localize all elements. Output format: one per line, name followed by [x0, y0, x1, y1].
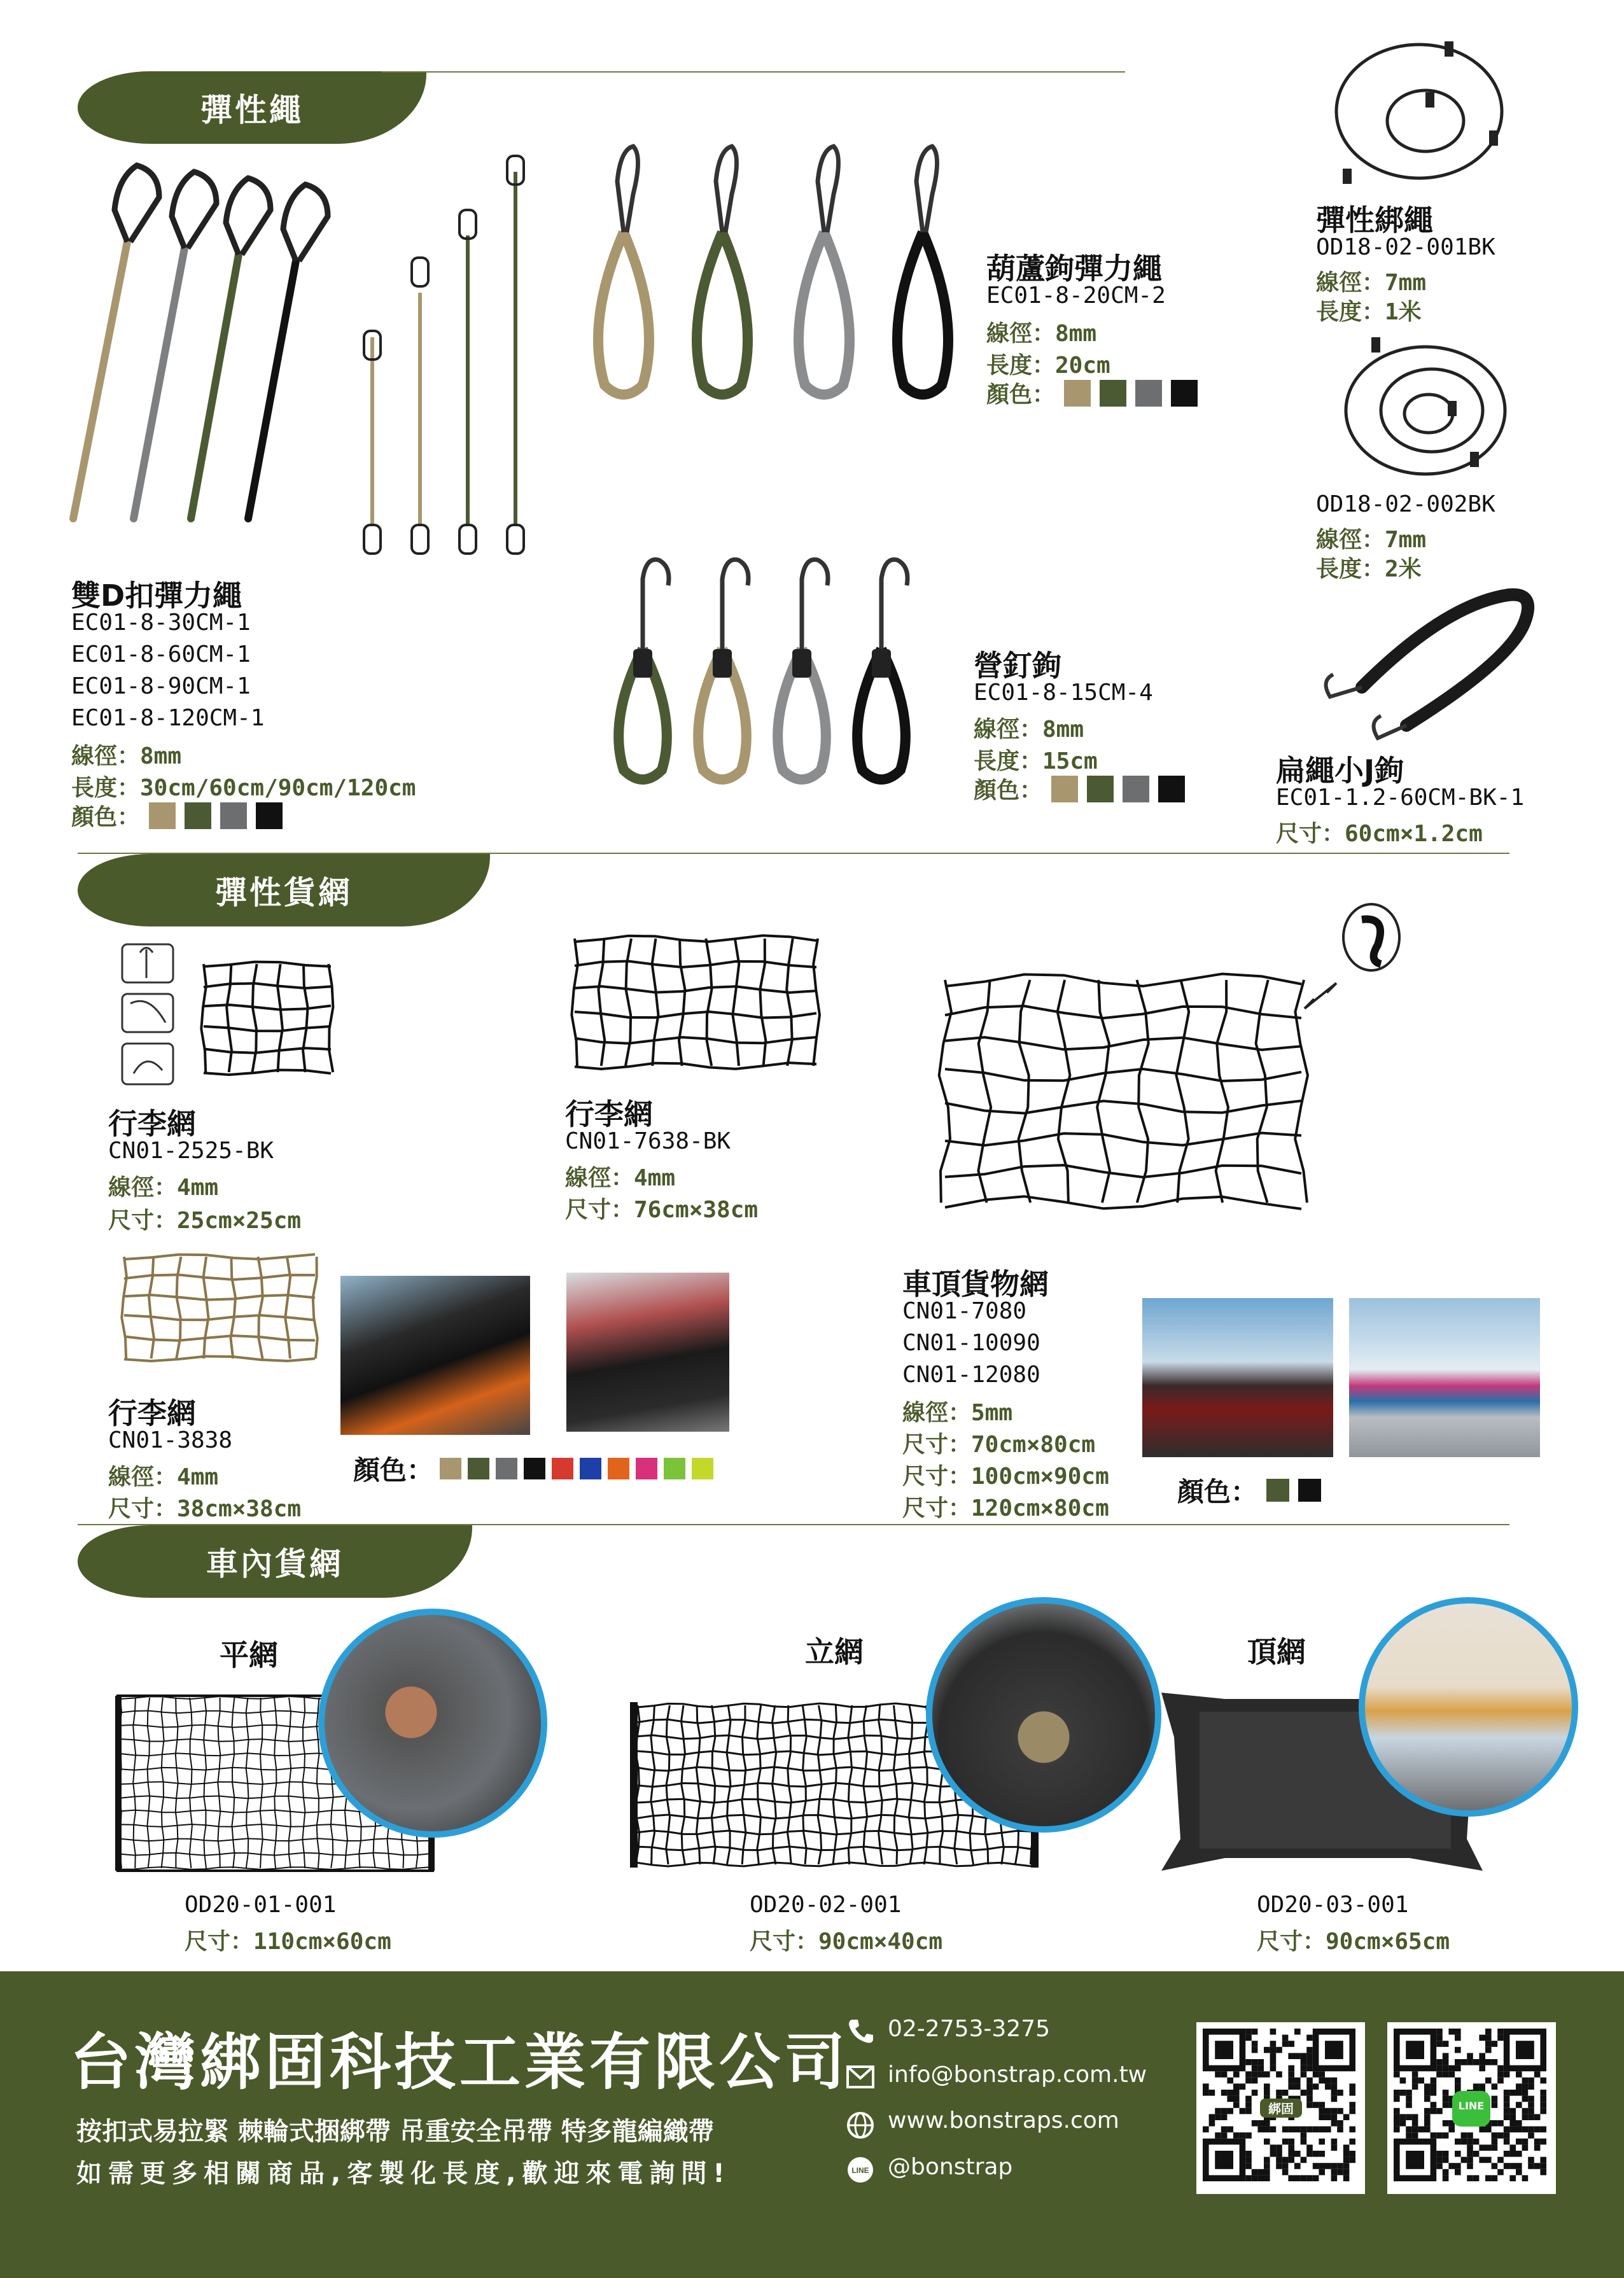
flat-net-name: 平網	[220, 1638, 278, 1672]
color-swatch	[1298, 1479, 1321, 1502]
gourd-hook-code: EC01-8-20CM-2	[986, 283, 1166, 309]
color-swatch	[185, 802, 211, 829]
vertical-net-name: 立網	[805, 1635, 864, 1669]
net-7638-code: CN01-7638-BK	[565, 1128, 731, 1154]
color-swatch	[636, 1458, 657, 1479]
binding-cord-name: 彈性綁繩	[1316, 203, 1433, 237]
line-qr-code[interactable]	[1387, 2022, 1556, 2194]
net-3838-image	[111, 1244, 328, 1371]
flat-j-hook-size: 尺寸：60cm×1.2cm	[1276, 821, 1483, 847]
double-d-length: 長度：30cm/60cm/90cm/120cm	[71, 775, 416, 801]
hook-detail-icons	[121, 943, 178, 1089]
qr-badge: 綁固	[1268, 2101, 1294, 2116]
color-swatch	[1100, 380, 1126, 407]
roof-net-code: CN01-7080	[902, 1298, 1027, 1324]
roof-net-image	[920, 961, 1327, 1228]
roof-net-diameter: 線徑：5mm	[902, 1400, 1013, 1426]
roof-net-size: 尺寸：120cm×80cm	[902, 1495, 1109, 1521]
roof-net-code: CN01-10090	[902, 1330, 1040, 1356]
flat-net-size: 尺寸：110cm×60cm	[185, 1929, 391, 1955]
net-3838-code: CN01-3838	[108, 1427, 233, 1453]
company-name: 台灣綁固科技工業有限公司	[70, 2027, 849, 2098]
tent-hook-colors	[974, 772, 1185, 805]
double-d-name: 雙D扣彈力繩	[71, 578, 242, 613]
email-address[interactable]: info@bonstrap.com.tw	[888, 2062, 1147, 2088]
color-swatch	[1123, 776, 1149, 802]
ceiling-net-name: 頂網	[1247, 1635, 1306, 1669]
net-2525-image	[191, 951, 344, 1085]
tent-hook-diameter: 線徑：8mm	[974, 716, 1084, 743]
gourd-hook-name: 葫蘆鉤彈力繩	[986, 251, 1162, 286]
color-label: 顏色：	[974, 778, 1043, 804]
roof-net-code: CN01-12080	[902, 1362, 1040, 1388]
roof-net-name: 車頂貨物網	[902, 1267, 1049, 1301]
motorcycle-helmet-photo	[340, 1276, 530, 1435]
color-swatch	[468, 1458, 489, 1479]
color-swatch	[496, 1458, 517, 1479]
color-swatch	[220, 802, 247, 829]
line-id[interactable]: @bonstrap	[888, 2154, 1013, 2180]
binding-cord-1m-image	[1330, 35, 1515, 188]
roof-net-photo	[1349, 1298, 1540, 1457]
gourd-hook-diameter: 線徑：8mm	[986, 321, 1097, 347]
gourd-hook-length: 長度：20cm	[986, 353, 1110, 379]
net-7638-size: 尺寸：76cm×38cm	[565, 1197, 759, 1223]
color-label: 顏色：	[353, 1455, 434, 1486]
color-swatch	[1158, 776, 1185, 802]
binding-cord-length-1: 長度：1米	[1316, 299, 1422, 325]
section-tab-cargo-net: 彈性貨網	[78, 854, 490, 926]
color-swatch	[1171, 380, 1198, 407]
double-d-code: EC01-8-30CM-1	[71, 610, 251, 636]
binding-cord-2m-image	[1343, 337, 1515, 484]
ceiling-net-code: OD20-03-001	[1257, 1892, 1409, 1918]
binding-cord-diameter-2: 線徑：7mm	[1316, 527, 1427, 553]
net-3838-name: 行李網	[108, 1396, 196, 1430]
flat-net-code: OD20-01-001	[185, 1892, 337, 1918]
color-swatch	[149, 802, 176, 829]
section-tab-car-net: 車內貨網	[78, 1525, 472, 1598]
net-2525-size: 尺寸：25cm×25cm	[108, 1208, 302, 1234]
color-swatch	[256, 802, 283, 829]
flat-net-usage-photo	[318, 1609, 547, 1838]
ceiling-net-usage-photo	[1359, 1597, 1578, 1817]
line-icon	[846, 2156, 874, 2184]
color-swatch	[608, 1458, 629, 1479]
tent-hook-name: 營釘鉤	[974, 648, 1061, 683]
flat-j-hook-image	[1317, 585, 1534, 744]
color-label: 顏色：	[71, 804, 141, 830]
net-7638-name: 行李網	[565, 1097, 653, 1131]
color-label: 顏色：	[1177, 1476, 1258, 1507]
color-swatch	[1051, 776, 1078, 802]
color-label: 顏色：	[986, 382, 1056, 408]
color-swatch	[1135, 380, 1162, 407]
binding-cord-diameter-1: 線徑：7mm	[1316, 270, 1427, 296]
roof-net-hook-detail-icon	[1298, 900, 1400, 1015]
tent-hook-cords-image	[608, 554, 920, 789]
phone-number[interactable]: 02-2753-3275	[888, 2016, 1051, 2042]
vertical-net-size: 尺寸：90cm×40cm	[750, 1929, 943, 1955]
phone-icon	[846, 2017, 874, 2045]
net-3838-diameter: 線徑：4mm	[108, 1464, 219, 1490]
product-tagline: 按扣式易拉緊 棘輪式捆綁帶 吊重安全吊帶 特多龍編織帶	[76, 2117, 714, 2146]
section-rule	[382, 71, 1125, 73]
color-swatch	[1087, 776, 1114, 802]
color-swatch	[552, 1458, 573, 1479]
gourd-hook-colors	[986, 377, 1198, 409]
motorcycle-seat-photo	[566, 1273, 729, 1432]
vertical-net-usage-photo	[926, 1597, 1161, 1833]
net-7638-image	[565, 923, 826, 1088]
double-d-code: EC01-8-60CM-1	[71, 641, 251, 667]
mail-icon	[846, 2065, 874, 2088]
globe-icon	[846, 2111, 874, 2139]
tent-hook-code: EC01-8-15CM-4	[974, 680, 1153, 706]
binding-cord-code-2: OD18-02-002BK	[1316, 491, 1495, 517]
flat-j-hook-name: 扁繩小J鉤	[1276, 753, 1404, 788]
net-2525-code: CN01-2525-BK	[108, 1138, 274, 1164]
net-3838-colors	[353, 1450, 713, 1488]
roof-net-photo	[1142, 1298, 1333, 1457]
color-swatch	[1266, 1479, 1289, 1502]
double-d-code: EC01-8-90CM-1	[71, 673, 251, 699]
qr-badge: LINE	[1458, 2100, 1485, 2112]
flat-j-hook-code: EC01-1.2-60CM-BK-1	[1276, 785, 1525, 811]
double-d-code: EC01-8-120CM-1	[71, 705, 265, 731]
color-swatch	[440, 1458, 461, 1479]
color-swatch	[1064, 380, 1091, 407]
color-swatch	[580, 1458, 601, 1479]
double-d-cords-image	[64, 146, 535, 566]
net-2525-name: 行李網	[108, 1107, 196, 1141]
color-swatch	[664, 1458, 685, 1479]
double-d-colors	[71, 799, 283, 832]
section-tab-elastic-cord: 彈性繩	[78, 71, 426, 144]
website-url[interactable]: www.bonstraps.com	[888, 2107, 1119, 2134]
double-d-diameter: 線徑：8mm	[71, 743, 182, 769]
color-swatch	[524, 1458, 545, 1479]
tent-hook-length: 長度：15cm	[974, 748, 1098, 774]
net-3838-size: 尺寸：38cm×38cm	[108, 1496, 302, 1522]
website-qr-code[interactable]	[1196, 2022, 1365, 2194]
ceiling-net-size: 尺寸：90cm×65cm	[1257, 1929, 1450, 1955]
net-7638-diameter: 線徑：4mm	[565, 1165, 676, 1191]
roof-net-size: 尺寸：100cm×90cm	[902, 1464, 1109, 1490]
binding-cord-length-2: 長度：2米	[1316, 556, 1422, 582]
vertical-net-code: OD20-02-001	[750, 1892, 902, 1918]
binding-cord-code-1: OD18-02-001BK	[1316, 234, 1495, 260]
color-swatch	[692, 1458, 713, 1479]
roof-net-size: 尺寸：70cm×80cm	[902, 1432, 1096, 1458]
gourd-hook-cords-image	[585, 143, 942, 410]
roof-net-colors	[1177, 1471, 1321, 1509]
svg-text:LINE: LINE	[851, 2166, 869, 2175]
net-2525-diameter: 線徑：4mm	[108, 1175, 219, 1201]
inquiry-slogan: 如需更多相關商品,客製化長度,歡迎來電詢問!	[76, 2159, 731, 2188]
